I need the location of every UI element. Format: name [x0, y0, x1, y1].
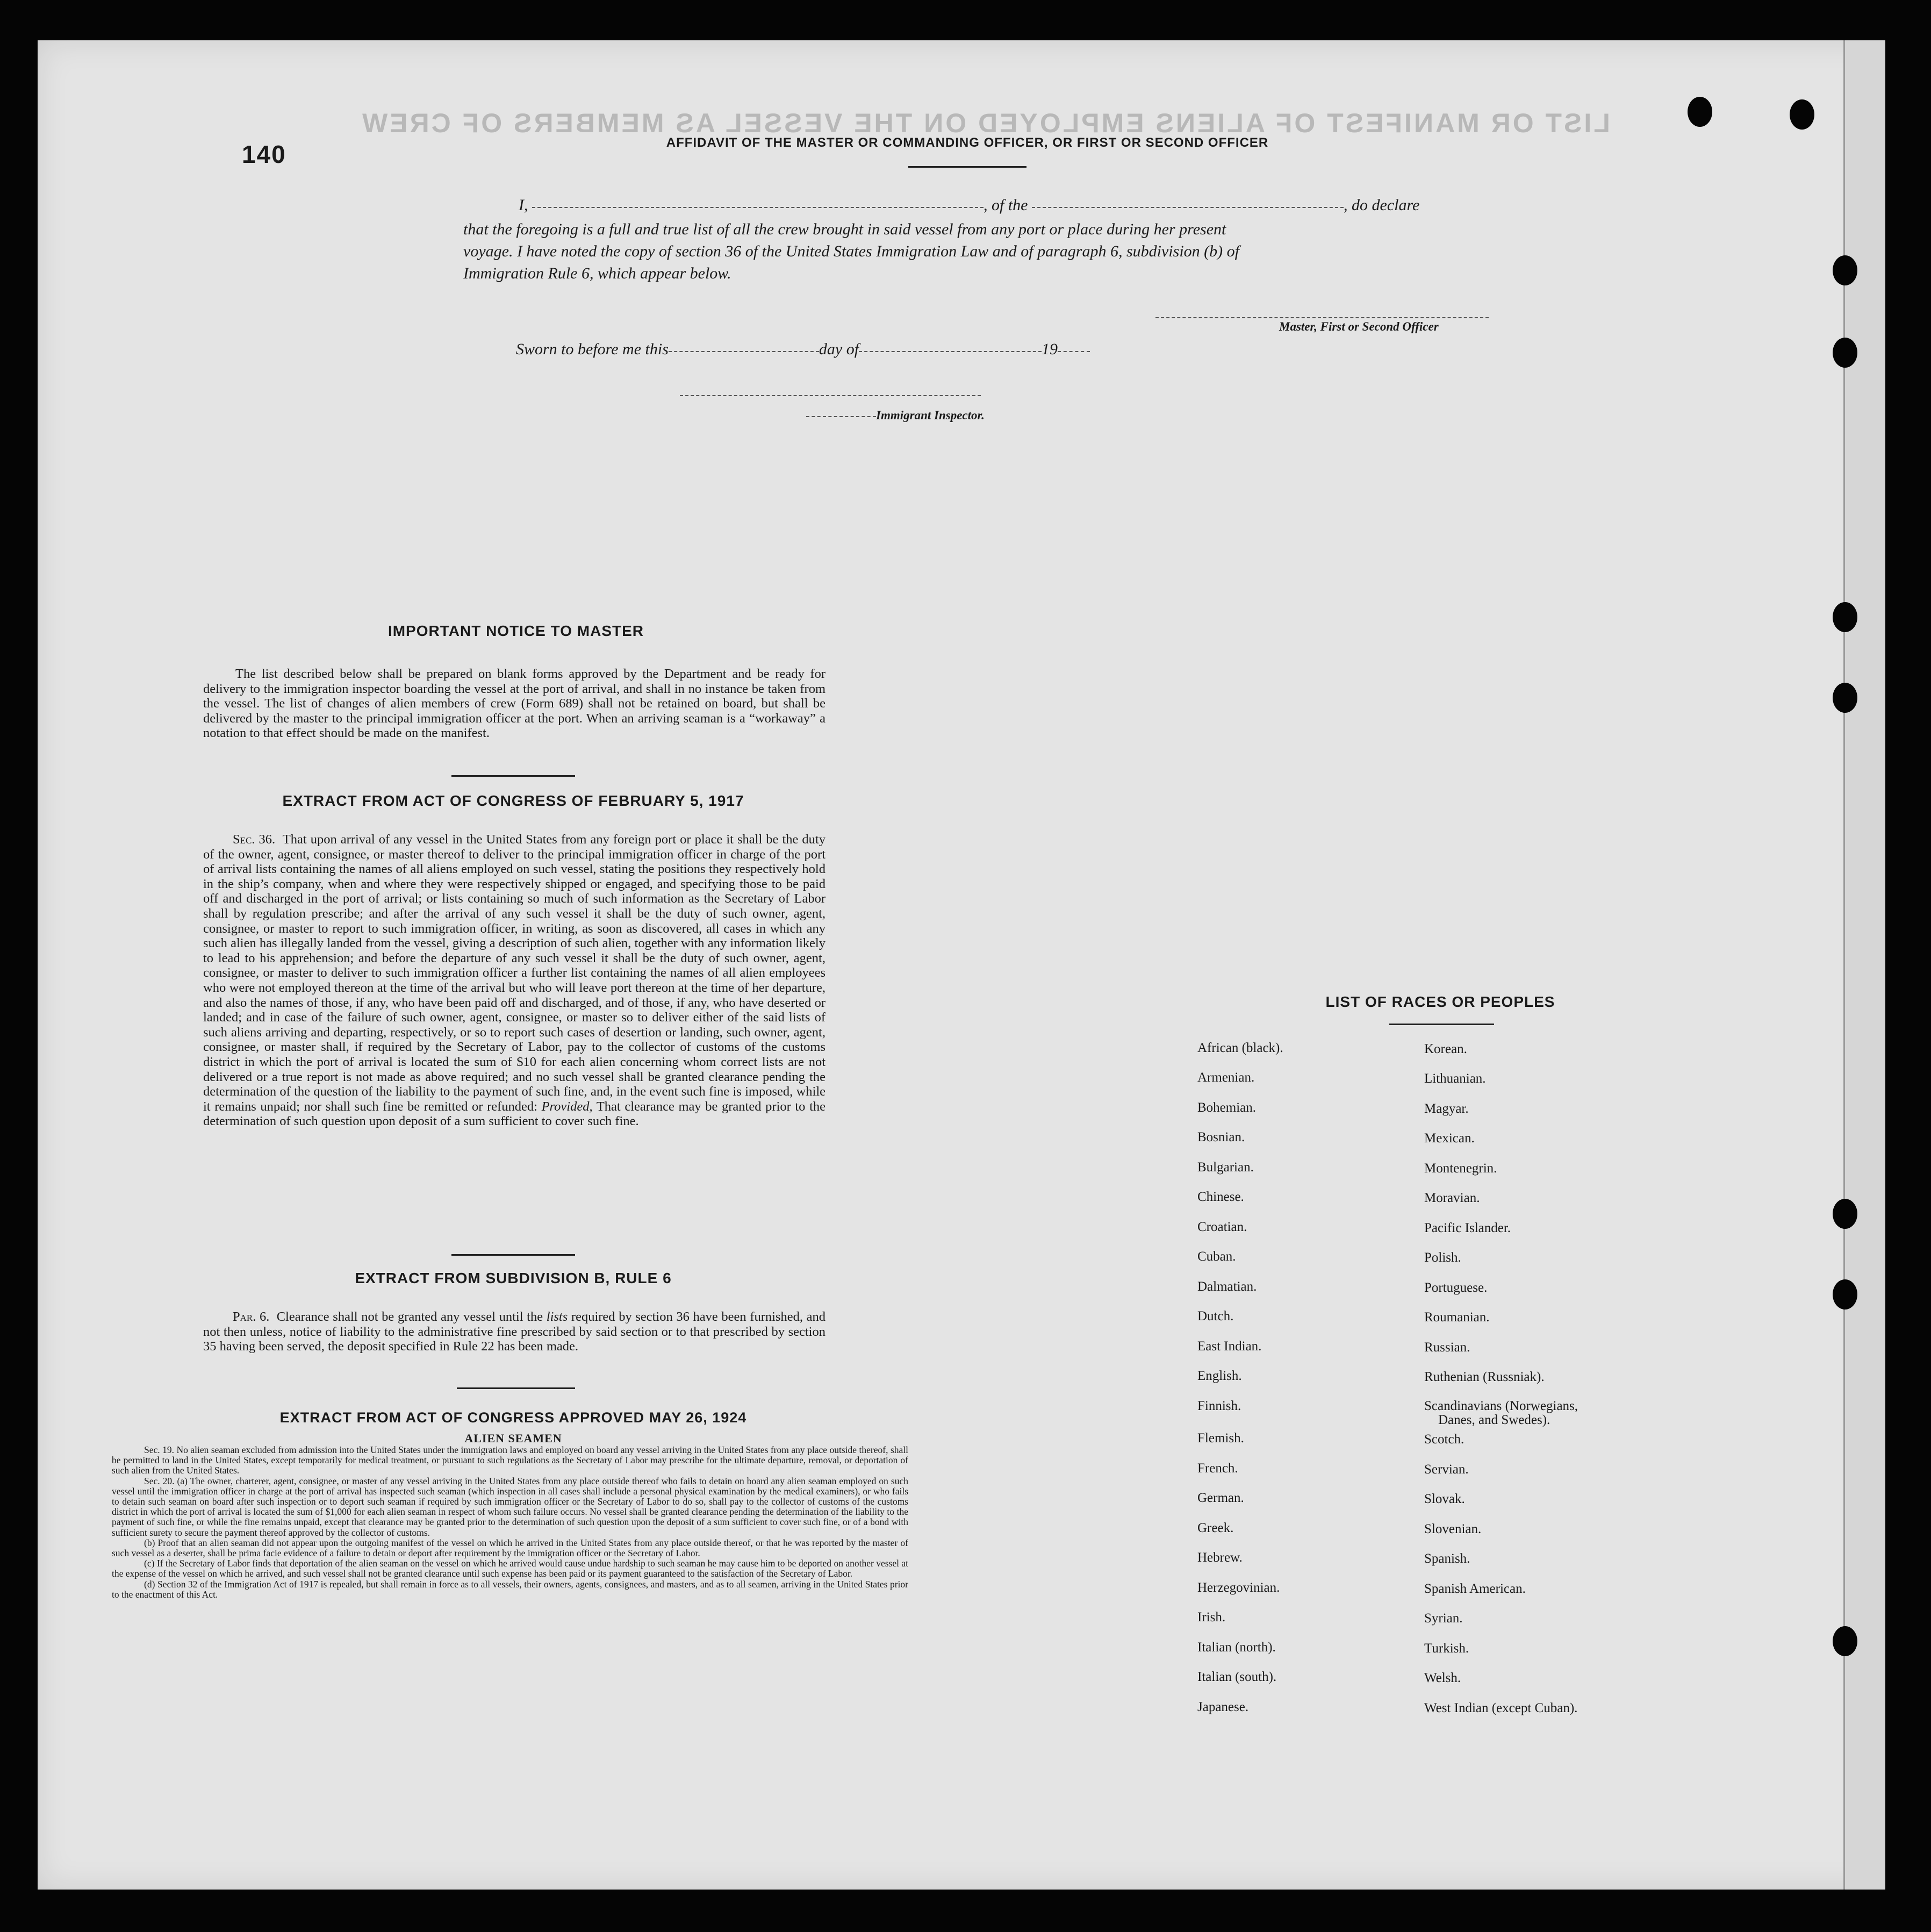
inspector-signature-line[interactable]	[680, 395, 981, 396]
affidavit-title: AFFIDAVIT OF THE MASTER OR COMMANDING OFFICER, OR FIRST OR SECOND OFFICER	[666, 135, 1269, 150]
race-item: Croatian.	[1197, 1220, 1247, 1234]
race-item-continuation: Danes, and Swedes).	[1438, 1413, 1550, 1427]
race-item: Bosnian.	[1197, 1130, 1245, 1144]
provided-word: Provided,	[541, 1099, 593, 1114]
race-item: Roumanian.	[1424, 1310, 1490, 1325]
race-item: Korean.	[1424, 1042, 1467, 1056]
binder-hole	[1833, 602, 1857, 632]
sworn-year-blank[interactable]	[1058, 351, 1090, 352]
race-item: Irish.	[1197, 1610, 1226, 1625]
race-item: Dalmatian.	[1197, 1279, 1257, 1294]
race-item: African (black).	[1197, 1041, 1283, 1055]
race-item: Japanese.	[1197, 1700, 1249, 1714]
binder-hole	[1833, 255, 1857, 285]
races-title: LIST OF RACES OR PEOPLES	[1325, 993, 1555, 1010]
race-item: Pacific Islander.	[1424, 1221, 1511, 1235]
race-item: Italian (south).	[1197, 1670, 1277, 1684]
inspector-dash	[806, 416, 876, 417]
binder-hole	[1833, 338, 1857, 368]
race-item: Polish.	[1424, 1250, 1461, 1265]
race-item: Flemish.	[1197, 1431, 1244, 1446]
race-item: Finnish.	[1197, 1399, 1241, 1413]
binder-hole	[1833, 683, 1857, 713]
year-prefix: 19	[1042, 340, 1058, 358]
race-item: Spanish American.	[1424, 1582, 1526, 1596]
rule-6-text	[203, 1310, 825, 1354]
race-item: Servian.	[1424, 1462, 1469, 1477]
race-item: Moravian.	[1424, 1191, 1480, 1205]
race-item: Montenegrin.	[1424, 1161, 1497, 1176]
divider	[451, 775, 575, 777]
race-item: Syrian.	[1424, 1611, 1463, 1626]
binder-hole	[1790, 99, 1814, 130]
divider	[451, 1254, 575, 1256]
extract-1924-body	[112, 1445, 908, 1600]
extract-1924-title: EXTRACT FROM ACT OF CONGRESS APPROVED MAY 26, 1924	[279, 1409, 747, 1426]
binder-hole	[1688, 97, 1712, 127]
extract-1917-text	[203, 832, 825, 1129]
divider	[457, 1387, 575, 1389]
sworn-day-blank[interactable]	[669, 351, 819, 352]
sec-20a-text: Sec. 20. (a) The owner, charterer, agent, consignee, or master of any vessel arriving in the United States from any place outside thereof who fails to detain on board any alien seaman employed on such vessel until the immigration officer in charge at the port of arrival has inspected such seaman (which inspection in all cases shall include a personal physical examination by the medical examiners), or who fails to detain such seaman on board after such inspection or to deport such seaman if required by such immigration officer or the Secretary of Labor to do so, shall pay to the collector of customs of the customs district in which the port of arrival is located the sum of $1,000 for each alien seaman in respect of whom such failure occurs. No vessel shall be granted clearance pending the determination of the liability to the payment of such fine, or while the fine remains unpaid, except that clearance may be granted prior to the determination of such question upon the deposit of a sum sufficient to cover such fine, or of a bond with sufficient surety to secure the payment thereof approved by the collector of customs.	[112, 1475, 908, 1538]
par-6-label: Par. 6.	[233, 1310, 270, 1324]
sec-36-end: That clearance may be granted prior to the determination of such question upon deposit of a sum sufficient to cover such fine.	[203, 1099, 825, 1129]
vessel-blank[interactable]	[1032, 207, 1344, 208]
inspector-label	[806, 409, 985, 423]
race-item: Welsh.	[1424, 1671, 1461, 1685]
race-item: Bulgarian.	[1197, 1160, 1254, 1175]
divider	[908, 166, 1026, 168]
race-item: Slovak.	[1424, 1492, 1465, 1506]
race-item: Armenian.	[1197, 1070, 1255, 1085]
race-item: Bohemian.	[1197, 1100, 1257, 1115]
binder-hole	[1833, 1199, 1857, 1229]
notice-title: IMPORTANT NOTICE TO MASTER	[387, 622, 644, 639]
rule-6-title: EXTRACT FROM SUBDIVISION B, RULE 6	[355, 1270, 672, 1286]
race-item: Dutch.	[1197, 1309, 1234, 1323]
race-item: Cuban.	[1197, 1249, 1236, 1264]
master-signature-label: Master, First or Second Officer	[1279, 320, 1439, 333]
sec-20d-text: (d) Section 32 of the Immigration Act of 1917 is repealed, but shall remain in force as to all vessels, their owners, agents, consignees, and masters, and as to all seamen, arriving in the United States prior to the enactment of this Act.	[112, 1578, 908, 1600]
race-item: Ruthenian (Russniak).	[1424, 1370, 1545, 1384]
race-item: Spanish.	[1424, 1551, 1470, 1566]
race-item: Herzegovinian.	[1197, 1580, 1280, 1595]
extract-1917-title: EXTRACT FROM ACT OF CONGRESS OF FEBRUARY 5, 1917	[282, 792, 744, 809]
race-item: Hebrew.	[1197, 1550, 1243, 1565]
alien-seamen-subtitle: ALIEN SEAMEN	[464, 1432, 562, 1445]
binder-hole	[1833, 1626, 1857, 1656]
race-item: Russian.	[1424, 1340, 1470, 1355]
affidavit-line-2: that the foregoing is a full and true list of all the crew brought in said vessel from any port or place during her present	[463, 220, 1226, 238]
sworn-prefix: Sworn to before me this	[516, 340, 669, 358]
race-item: Italian (north).	[1197, 1640, 1276, 1655]
affidavit-line-3: voyage. I have noted the copy of section 36 of the United States Immigration Law and of paragraph 6, subdivision (b) of	[463, 242, 1239, 260]
sec-36-body: That upon arrival of any vessel in the United States from any foreign port or place it shall be the duty of the owner, agent, consignee, or master thereof to deliver to the principal immigration officer in charge of the port of arrival lists containing the names of all aliens employed on such vessel, stating the positions they respectively hold in the ship’s company, when and where they were respectively shipped or engaged, and specifying those to be paid off and discharged in the port of arrival; or lists containing so much of such information as the Secretary of Labor shall by regulation prescribe; and after the arrival of any such vessel it shall be the duty of such owner, agent, consignee, or master to report to such immigration officer, in writing, as soon as discovered, all cases in which any such alien has illegally landed from the vessel, giving a description of such alien, together with any information likely to lead to his apprehension; and before the departure of any such vessel it shall be the duty of such owner, agent, consignee, or master to deliver to such immigration officer a further list containing the names of all alien employees who were not employed thereon at the time of the arrival but who will leave port thereon at the time of her departure, and also the names of those, if any, who have been paid off and discharged, and of those, if any, who have deserted or landed; and in case of the failure of such owner, agent, consignee, or master so to deliver either of the said lists of such aliens arriving and departing, respectively, or so to report such cases of desertion or landing, such owner, agent, consignee, or master shall, if required by the Secretary of Labor, pay to the collector of customs of the customs district in which the port of arrival is located the sum of $10 for each alien concerning whom correct lists are not delivered or a true report is not made as above required; and no such vessel shall be granted clearance pending the determination of the question of the liability to the payment of such fine, and, in the event such fine is imposed, while it remains unpaid; nor shall such fine be remitted or refunded:	[203, 832, 825, 1114]
race-item: Portuguese.	[1424, 1280, 1488, 1295]
name-blank[interactable]	[532, 207, 984, 208]
race-item: Greek.	[1197, 1521, 1234, 1535]
page-edge-strip	[1843, 40, 1885, 1890]
race-item: West Indian (except Cuban).	[1424, 1701, 1578, 1715]
divider	[1389, 1024, 1494, 1025]
race-item: Turkish.	[1424, 1641, 1469, 1656]
sec-19-text: Sec. 19. No alien seaman excluded from admission into the United States under the immigration laws and employed on board any vessel arriving in the United States from any place outside thereof, shall be permitted to land in the United States, except temporarily for medical treatment, or pursuant to such regulations as the Secretary of Labor may prescribe for the ultimate departure, removal, or deportation of such alien from the United States.	[112, 1444, 908, 1476]
race-item: Chinese.	[1197, 1190, 1244, 1204]
sworn-line	[516, 340, 1090, 359]
race-item: English.	[1197, 1369, 1242, 1383]
race-item: Magyar.	[1424, 1101, 1469, 1116]
sec-20c-text: (c) If the Secretary of Labor finds that deportation of the alien seaman on the vessel on which he arrived would cause undue hardship to such seaman he may cause him to be deported on another vessel at the expense of the vessel on which he arrived, and such vessel shall not be granted clearance until such expense has been paid or its payment guaranteed to the satisfaction of the Secretary of Labor.	[112, 1558, 908, 1579]
rule-6-text-a: Clearance shall not be granted any vessel until the	[276, 1310, 543, 1324]
affidavit-line-4: Immigration Rule 6, which appear below.	[463, 264, 731, 282]
affidavit-line-1	[519, 196, 1497, 214]
sec-20b-text: (b) Proof that an alien seaman did not appear upon the outgoing manifest of the vessel on which he arrived in the United States from any place outside thereof, or that he was reported by the master of such vessel as a deserter, shall be prima facie evidence of a failure to detain or deport after requirement by the immigration officer or the Secretary of Labor.	[112, 1537, 908, 1559]
bleed-through-title: LIST OR MANIFEST OF ALIENS EMPLOYED ON THE VESSEL AS MEMBERS OF CREW	[360, 108, 1610, 138]
race-item: French.	[1197, 1461, 1238, 1476]
race-item: Lithuanian.	[1424, 1071, 1486, 1086]
do-declare-label: , do declare	[1344, 196, 1420, 214]
race-item: Slovenian.	[1424, 1522, 1482, 1536]
page-number-stamp: 140	[242, 140, 286, 168]
rule-6-text-b: required by section 36 have been furnished, and not then unless, notice of liability to the administrative fine prescribed by said section or to that prescribed by section 35 having been served, the deposit specified in Rule 22 has been made.	[203, 1310, 826, 1354]
sec-36-label: Sec. 36.	[233, 832, 276, 847]
of-the-label: , of the	[984, 196, 1028, 214]
notice-text: The list described below shall be prepared on blank forms approved by the Department and be ready for delivery to the immigration inspector boarding the vessel at the port of arrival, and shall in no instance be taken from the vessel. The list of changes of alien members of crew (Form 689) shall not be retained on board, but shall be delivered by the master to the principal immigration officer at the port. When an arriving seaman is a “workaway” a notation to that effect should be made on the manifest.	[203, 667, 825, 741]
day-of-label: day of	[819, 340, 859, 358]
i-label: I,	[519, 196, 528, 214]
sworn-month-blank[interactable]	[859, 351, 1042, 352]
inspector-label-text: Immigrant Inspector.	[876, 409, 985, 422]
race-item: Scandinavians (Norwegians,	[1424, 1399, 1578, 1413]
race-item: Scotch.	[1424, 1432, 1465, 1447]
lists-word: lists	[546, 1310, 568, 1324]
race-item: East Indian.	[1197, 1339, 1262, 1354]
binder-hole	[1833, 1279, 1857, 1310]
race-item: Mexican.	[1424, 1131, 1475, 1146]
master-signature-line[interactable]	[1155, 317, 1489, 318]
race-item: German.	[1197, 1491, 1244, 1505]
